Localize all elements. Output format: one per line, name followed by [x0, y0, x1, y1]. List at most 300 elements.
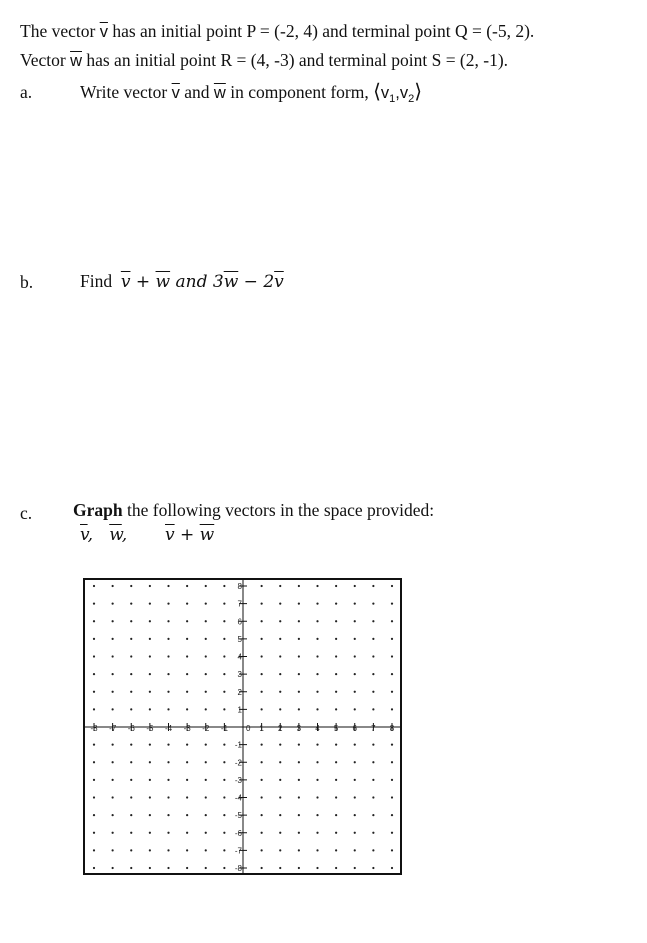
- grid-dot: [167, 796, 169, 798]
- grid-dot: [354, 638, 356, 640]
- grid-dot: [167, 655, 169, 657]
- grid-dot: [316, 673, 318, 675]
- grid-dot: [223, 691, 225, 693]
- grid-dot: [335, 673, 337, 675]
- angle-close: ⟩: [414, 79, 423, 103]
- grid-dot: [205, 849, 207, 851]
- grid-dot: [205, 779, 207, 781]
- grid-dot: [354, 708, 356, 710]
- y-tick-label: -5: [234, 811, 242, 821]
- grid-dot: [223, 638, 225, 640]
- grid-dot: [298, 849, 300, 851]
- grid-dot: [186, 744, 188, 746]
- grid-dot: [279, 796, 281, 798]
- grid-dot: [335, 744, 337, 746]
- grid-dot: [167, 849, 169, 851]
- grid-dot: [205, 585, 207, 587]
- grid-dot: [112, 638, 114, 640]
- grid-dot: [130, 744, 132, 746]
- grid-dot: [391, 832, 393, 834]
- grid-dot: [391, 691, 393, 693]
- x-tick-label: -1: [220, 724, 228, 733]
- grid-dot: [316, 620, 318, 622]
- list-vector-v: $\overline{v}$: [80, 525, 88, 545]
- grid-dot: [316, 761, 318, 763]
- grid-dot: [372, 779, 374, 781]
- component-v1: v: [380, 84, 390, 102]
- grid-dot: [279, 849, 281, 851]
- grid-dot: [167, 832, 169, 834]
- grid-dot: [167, 620, 169, 622]
- grid-dot: [391, 655, 393, 657]
- x-tick-label: 4: [315, 724, 320, 733]
- grid-dot: [112, 585, 114, 587]
- grid-dot: [167, 603, 169, 605]
- part-b-expr2-op: − 2: [238, 272, 275, 292]
- grid-dot: [149, 744, 151, 746]
- grid-dot: [372, 867, 374, 869]
- grid-dot: [354, 585, 356, 587]
- grid-dot: [149, 796, 151, 798]
- grid-dot: [130, 708, 132, 710]
- grid-dot: [335, 638, 337, 640]
- part-c-vector-list: [80, 524, 214, 545]
- grid-dot: [205, 603, 207, 605]
- grid-dot: [130, 603, 132, 605]
- grid-dot: [372, 761, 374, 763]
- grid-dot: [167, 744, 169, 746]
- grid-dot: [205, 832, 207, 834]
- grid-dot: [130, 814, 132, 816]
- grid-dot: [372, 603, 374, 605]
- grid-dot: [335, 691, 337, 693]
- grid-dot: [112, 673, 114, 675]
- intro-line-1: [20, 21, 534, 42]
- intro-1-pre: The vector: [20, 21, 100, 41]
- y-tick-label: -4: [234, 793, 242, 803]
- grid-dot: [354, 744, 356, 746]
- grid-dot: [391, 603, 393, 605]
- x-tick-label: 0: [246, 724, 251, 733]
- y-tick-label: 1: [237, 705, 242, 715]
- intro-2-rest: has an initial point R = (4, -3) and terminal point S = (2, -1).: [81, 50, 509, 70]
- intro-line-2: [20, 50, 508, 71]
- grid-dot: [186, 796, 188, 798]
- grid-dot: [223, 832, 225, 834]
- grid-dot: [316, 814, 318, 816]
- grid-dot: [186, 814, 188, 816]
- grid-dot: [298, 796, 300, 798]
- grid-dot: [223, 779, 225, 781]
- grid-dot: [149, 655, 151, 657]
- grid-dot: [186, 673, 188, 675]
- part-b-and: and: [170, 272, 213, 292]
- intro-1-rest: has an initial point P = (-2, 4) and terminal point Q = (-5, 2).: [107, 21, 535, 41]
- part-b-find: Find: [80, 271, 113, 291]
- grid-dot: [316, 744, 318, 746]
- grid-dot: [149, 673, 151, 675]
- x-tick-label: 6: [352, 724, 357, 733]
- grid-dot: [186, 849, 188, 851]
- grid-dot: [149, 761, 151, 763]
- grid-dot: [186, 779, 188, 781]
- vector-v-symbol: $\overline{v}$: [99, 23, 108, 41]
- grid-dot: [223, 796, 225, 798]
- subscript-2: 2: [408, 93, 415, 105]
- grid-dot: [316, 691, 318, 693]
- grid-dot: [372, 673, 374, 675]
- grid-dot: [93, 708, 95, 710]
- part-c-label: c.: [20, 503, 33, 523]
- grid-dot: [335, 761, 337, 763]
- grid-dot: [112, 708, 114, 710]
- x-tick-label: -7: [109, 724, 117, 733]
- grid-dot: [261, 673, 263, 675]
- grid-dot: [149, 691, 151, 693]
- grid-dot: [298, 832, 300, 834]
- grid-dot: [354, 796, 356, 798]
- grid-dot: [316, 655, 318, 657]
- grid-dot: [279, 673, 281, 675]
- grid-dot: [298, 655, 300, 657]
- grid-dot: [261, 691, 263, 693]
- grid-dot: [205, 620, 207, 622]
- grid-dot: [149, 708, 151, 710]
- grid-dot: [335, 814, 337, 816]
- grid-dot: [372, 708, 374, 710]
- grid-dot: [93, 744, 95, 746]
- grid-dot: [167, 761, 169, 763]
- grid-dot: [167, 779, 169, 781]
- grid-dot: [186, 638, 188, 640]
- grid-dot: [354, 620, 356, 622]
- y-tick-label: 3: [237, 670, 242, 680]
- part-b-expr1-v: $\overline{v}$: [120, 272, 131, 292]
- grid-dot: [223, 673, 225, 675]
- grid-dot: [112, 832, 114, 834]
- grid-dot: [112, 620, 114, 622]
- y-tick-label: -7: [234, 846, 242, 856]
- grid-dot: [298, 603, 300, 605]
- grid-dot: [186, 620, 188, 622]
- grid-dot: [205, 691, 207, 693]
- part-a-pre: Write vector: [80, 82, 172, 102]
- grid-dot: [223, 867, 225, 869]
- grid-dot: [316, 779, 318, 781]
- grid-dot: [279, 761, 281, 763]
- grid-dot: [149, 779, 151, 781]
- grid-dot: [279, 708, 281, 710]
- grid-dot: [261, 744, 263, 746]
- angle-open: ⟨: [373, 79, 381, 103]
- grid-dot: [223, 761, 225, 763]
- grid-dot: [112, 603, 114, 605]
- grid-dot: [335, 585, 337, 587]
- grid-dot: [261, 761, 263, 763]
- grid-dot: [316, 867, 318, 869]
- grid-dot: [223, 708, 225, 710]
- grid-dot: [316, 638, 318, 640]
- x-tick-label: -2: [202, 724, 210, 733]
- grid-dot: [261, 849, 263, 851]
- grid-dot: [223, 603, 225, 605]
- grid-dot: [335, 620, 337, 622]
- y-tick-label: -6: [234, 828, 242, 838]
- grid-dot: [223, 849, 225, 851]
- grid-dot: [261, 603, 263, 605]
- part-a-vector-w: $\overline{w}$: [213, 84, 226, 102]
- grid-dot: [205, 796, 207, 798]
- grid-dot: [93, 779, 95, 781]
- grid-dot: [205, 867, 207, 869]
- grid-dot: [298, 761, 300, 763]
- x-tick-label: -3: [183, 724, 191, 733]
- grid-dot: [279, 638, 281, 640]
- grid-dot: [130, 691, 132, 693]
- grid-dot: [186, 708, 188, 710]
- y-tick-label: -2: [234, 758, 242, 768]
- grid-dot: [130, 761, 132, 763]
- x-tick-label: 3: [296, 724, 302, 733]
- grid-dot: [316, 585, 318, 587]
- grid-dot: [298, 867, 300, 869]
- grid-dot: [112, 761, 114, 763]
- part-a-mid: in component form,: [225, 82, 374, 102]
- grid-dot: [261, 779, 263, 781]
- grid-dot: [391, 638, 393, 640]
- grid-dot: [205, 638, 207, 640]
- grid-dot: [354, 761, 356, 763]
- y-tick-label: -3: [234, 775, 242, 785]
- grid-dot: [223, 655, 225, 657]
- grid-dot: [93, 761, 95, 763]
- y-tick-label: -8: [234, 864, 242, 873]
- grid-dot: [316, 849, 318, 851]
- grid-dot: [149, 585, 151, 587]
- grid-dot: [186, 761, 188, 763]
- grid-dot: [149, 849, 151, 851]
- grid-dot: [205, 744, 207, 746]
- part-a-vector-v: $\overline{v}$: [171, 84, 180, 102]
- grid-dot: [391, 761, 393, 763]
- grid-dot: [205, 708, 207, 710]
- grid-dot: [316, 832, 318, 834]
- grid-dot: [112, 744, 114, 746]
- grid-dot: [167, 638, 169, 640]
- grid-dot: [372, 814, 374, 816]
- grid-dot: [130, 585, 132, 587]
- grid-dot: [149, 867, 151, 869]
- grid-dot: [205, 673, 207, 675]
- grid-dot: [372, 832, 374, 834]
- grid-dot: [167, 708, 169, 710]
- grid-dot: [335, 867, 337, 869]
- grid-dot: [261, 655, 263, 657]
- grid-dot: [298, 691, 300, 693]
- grid-dot: [93, 796, 95, 798]
- grid-dot: [279, 585, 281, 587]
- grid-dot: [372, 849, 374, 851]
- grid-dot: [391, 814, 393, 816]
- grid-dot: [112, 691, 114, 693]
- grid-dot: [167, 691, 169, 693]
- x-tick-label: 5: [333, 724, 339, 733]
- grid-dot: [167, 673, 169, 675]
- list-sum-v: $\overline{v}$: [165, 525, 175, 545]
- grid-dot: [205, 761, 207, 763]
- grid-dot: [149, 603, 151, 605]
- grid-dot: [391, 744, 393, 746]
- grid-dot: [298, 744, 300, 746]
- grid-dot: [279, 603, 281, 605]
- grid-dot: [205, 814, 207, 816]
- part-b-text: [80, 271, 284, 292]
- grid-dot: [354, 814, 356, 816]
- grid-dot: [354, 691, 356, 693]
- part-c-instruction: [73, 500, 434, 521]
- grid-dot: [112, 814, 114, 816]
- grid-dot: [354, 867, 356, 869]
- grid-dot: [93, 673, 95, 675]
- grid-dot: [391, 779, 393, 781]
- grid-dot: [186, 832, 188, 834]
- x-tick-label: 8: [389, 724, 395, 733]
- list-sum-op: +: [174, 525, 200, 545]
- grid-dot: [186, 867, 188, 869]
- grid-dot: [261, 832, 263, 834]
- grid-dot: [391, 867, 393, 869]
- grid-dot: [130, 655, 132, 657]
- grid-dot: [391, 620, 393, 622]
- grid-dot: [149, 638, 151, 640]
- grid-dot: [261, 708, 263, 710]
- x-tick-label: -6: [127, 724, 135, 733]
- grid-dot: [112, 796, 114, 798]
- grid-dot: [391, 708, 393, 710]
- grid-dot: [372, 691, 374, 693]
- grid-dot: [298, 673, 300, 675]
- grid-dot: [261, 867, 263, 869]
- part-a-text: [80, 79, 422, 105]
- list-sum-w: $\overline{w}$: [199, 525, 215, 545]
- part-b-label: b.: [20, 272, 34, 292]
- grid-dot: [298, 708, 300, 710]
- grid-dot: [298, 814, 300, 816]
- grid-dot: [149, 620, 151, 622]
- grid-dot: [167, 814, 169, 816]
- grid-dot: [130, 849, 132, 851]
- list-sep-2: ,: [121, 525, 165, 545]
- y-tick-label: 6: [237, 617, 242, 627]
- grid-dot: [130, 638, 132, 640]
- grid-dot: [372, 620, 374, 622]
- grid-dot: [130, 673, 132, 675]
- grid-dot: [372, 744, 374, 746]
- grid-dot: [335, 832, 337, 834]
- grid-dot: [335, 603, 337, 605]
- intro-2-pre: Vector: [20, 50, 71, 70]
- component-comma: ,: [395, 84, 400, 102]
- grid-dot: [354, 655, 356, 657]
- grid-dot: [130, 779, 132, 781]
- grid-dot: [354, 832, 356, 834]
- grid-dot: [93, 832, 95, 834]
- x-tick-label: -4: [164, 724, 173, 733]
- grid-dot: [93, 585, 95, 587]
- grid-dot: [335, 849, 337, 851]
- list-sep-1: ,: [87, 525, 110, 545]
- grid-dot: [223, 814, 225, 816]
- grid-dot: [316, 796, 318, 798]
- grid-dot: [186, 655, 188, 657]
- grid-dot: [223, 744, 225, 746]
- grid-dot: [261, 620, 263, 622]
- grid-dot: [298, 585, 300, 587]
- subscript-1: 1: [389, 93, 396, 105]
- grid-dot: [261, 585, 263, 587]
- list-vector-w: $\overline{w}$: [109, 525, 122, 545]
- grid-dot: [298, 620, 300, 622]
- grid-dot: [167, 867, 169, 869]
- grid-dot: [391, 673, 393, 675]
- grid-dot: [261, 638, 263, 640]
- x-tick-label: 1: [259, 724, 264, 733]
- grid-dot: [261, 796, 263, 798]
- y-tick-label: 2: [237, 687, 242, 697]
- grid-dot: [298, 779, 300, 781]
- grid-dot: [279, 779, 281, 781]
- grid-dot: [372, 585, 374, 587]
- grid-dot: [130, 620, 132, 622]
- grid-dot: [279, 832, 281, 834]
- grid-dot: [335, 796, 337, 798]
- x-tick-label: 7: [371, 724, 376, 733]
- grid-dot: [186, 603, 188, 605]
- grid-dot: [93, 691, 95, 693]
- grid-dot: [316, 708, 318, 710]
- vector-w-symbol: $\overline{w}$: [70, 52, 82, 70]
- coordinate-grid[interactable]: [83, 578, 403, 876]
- grid-dot: [279, 655, 281, 657]
- y-tick-label: 4: [237, 652, 242, 662]
- y-tick-label: 8: [237, 582, 242, 591]
- grid-dot: [335, 779, 337, 781]
- part-b-expr1-w: $\overline{w}$: [155, 272, 171, 292]
- grid-dot: [112, 867, 114, 869]
- grid-dot: [167, 585, 169, 587]
- grid-dot: [391, 796, 393, 798]
- grid-dot: [279, 867, 281, 869]
- grid-dot: [93, 849, 95, 851]
- x-tick-label: -5: [146, 724, 154, 733]
- grid-dot: [93, 603, 95, 605]
- part-b-expr2-coef: 3: [212, 272, 224, 292]
- grid-dot: [205, 655, 207, 657]
- grid-dot: [93, 638, 95, 640]
- grid-dot: [223, 620, 225, 622]
- grid-dot: [149, 832, 151, 834]
- grid-dot: [149, 814, 151, 816]
- y-tick-label: 7: [237, 599, 242, 609]
- grid-dot: [93, 655, 95, 657]
- grid-dot: [354, 603, 356, 605]
- part-a-and: and: [179, 82, 214, 102]
- part-b-expr2-w: $\overline{w}$: [223, 272, 239, 292]
- grid-dot: [93, 814, 95, 816]
- grid-dot: [186, 585, 188, 587]
- grid-dot: [335, 708, 337, 710]
- part-c-rest: the following vectors in the space provided:: [122, 500, 435, 520]
